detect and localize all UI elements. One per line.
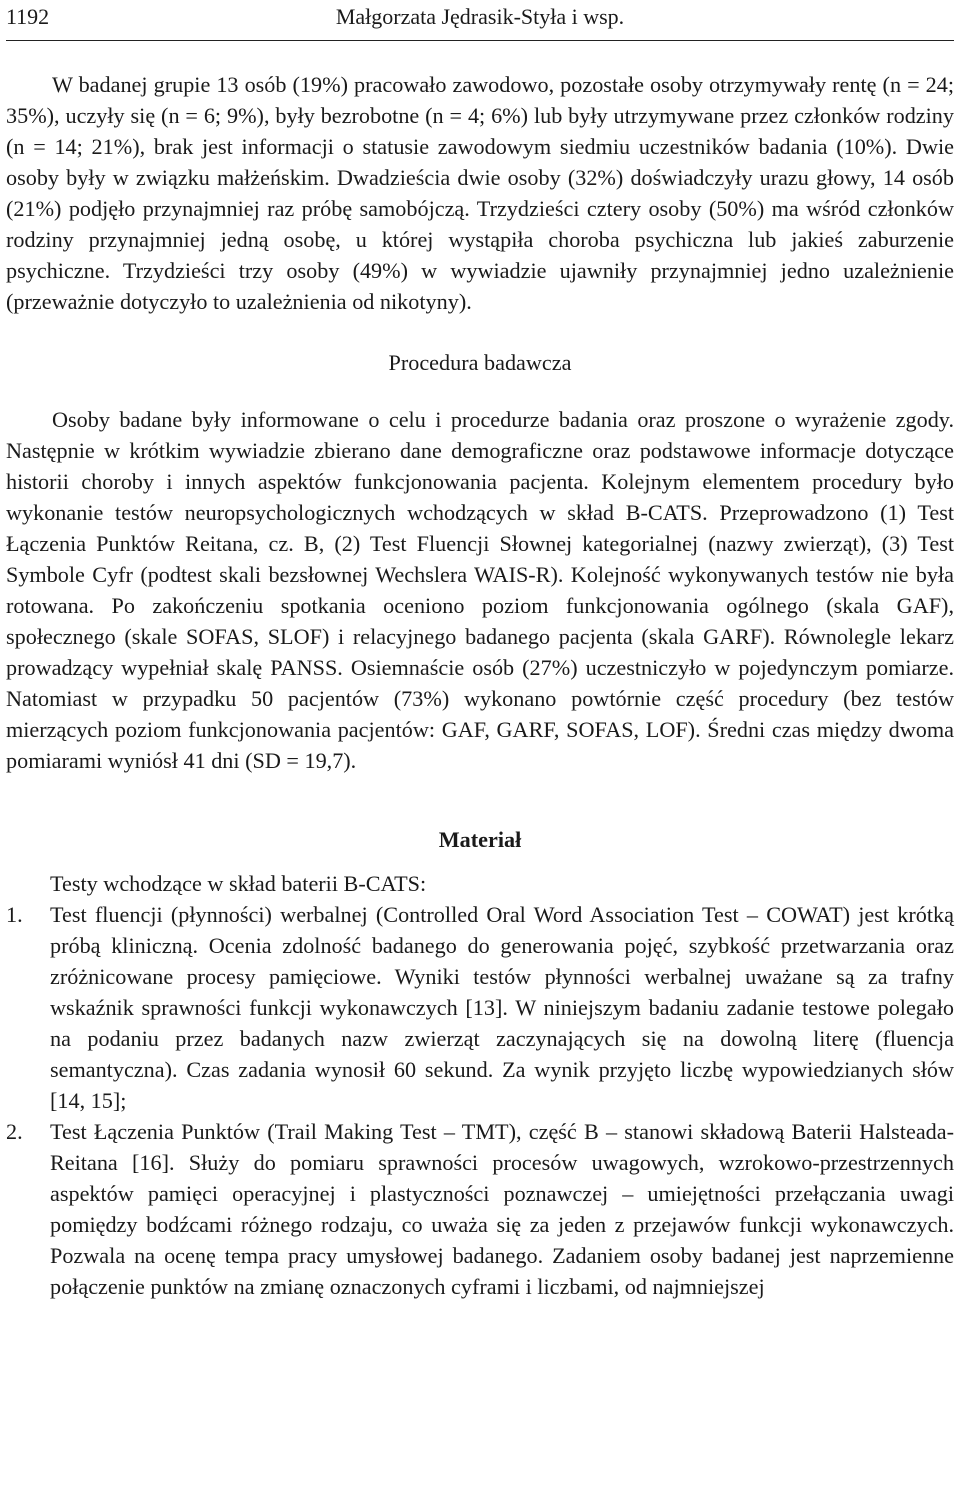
paragraph-participants: W badanej grupie 13 osób (19%) pracowało zawodowo, pozostałe osoby otrzymywały rentę (n = 24; 35%), uczyły się (n = 6; 9%), były bezrobotne (n = 4; 6%) lub były utrzymywane przez członków rodziny (n = 14; 21%), brak jest informacji o statusie zawodowym siedmiu uczestników badania (10%). Dwie osoby były w związku małżeńskim. Dwadzieścia dwie osoby (32%) doświadczyły urazu głowy, 14 osób (21%) podjęło przynajmniej raz próbę samobójczą. Trzydzieści cztery osoby (50%) ma wśród członków rodziny przynajmniej jedną osobę, u której wystąpiła choroba psychiczna lub jakieś zaburzenie psychiczne. Trzydzieści trzy osoby (49%) w wywiadzie ujawniły przynajmniej jedno uzależnienie (przeważnie dotyczyło to uzależnienia od nikotyny). <box>6 72 954 314</box>
test-list <box>6 899 954 1302</box>
list-item-text: Test Łączenia Punktów (Trail Making Test – TMT), część B – stanowi składową Baterii Halsteada-Reitana [16]. Służy do pomiaru sprawności procesów uwagowych, wzrokowo-przestrzennych aspektów pamięci operacyjnej i plastyczności poznawczej – umiejętności przełączania uwagi pomiędzy bodźcami różnego rodzaju, co uważa się za jeden z przejawów funkcji wykonawczych. Pozwala na ocenę tempa pracy umysłowej badanego. Zadaniem osoby badanej jest naprzemienne połączenie punktów na zmianę oznaczonych cyframi i liczbami, od najmniejszej <box>50 1119 954 1299</box>
section-heading-material: Materiał <box>438 827 522 852</box>
paragraph-procedure: Osoby badane były informowane o celu i procedurze badania oraz proszone o wyrażenie zgody. Następnie w krótkim wywiadzie zbierano dane demograficzne oraz podstawowe informacje dotyczące historii choroby i innych aspektów funkcjonowania pacjenta. Kolejnym elementem procedury było wykonanie testów neuropsychologicznych wchodzących w skład B-CATS. Przeprowadzono (1) Test Łączenia Punktów Reitana, cz. B, (2) Test Fluencji Słownej kategorialnej (nazwy zwierząt), (3) Test Symbole Cyfr (podtest skali bezsłownej Wechslera WAIS-R). Kolejność wykonywanych testów nie była rotowana. Po zakończeniu spotkania oceniono poziom funkcjonowania ogólnego (skala GAF), społecznego (skale SOFAS, SLOF) i relacyjnego badanego pacjenta (skala GARF). Równolegle lekarz prowadzący wypełniał skalę PANSS. Osiemnaście osób (27%) uczestniczyło w pojedynczym pomiarze. Natomiast w przypadku 50 pacjentów (73%) wykonano powtórnie część procedury (bez testów mierzących poziom funkcjonowania pacjentów: GAF, GARF, SOFAS, LOF). Średni czas między dwoma pomiarami wyniósł 41 dni (SD = 19,7). <box>6 407 954 773</box>
list-item-number: 1. <box>6 902 23 927</box>
running-head: Małgorzata Jędrasik-Styła i wsp. <box>335 4 625 29</box>
list-item-number: 2. <box>6 1119 23 1144</box>
list-item <box>6 1116 954 1302</box>
page-header <box>6 0 954 41</box>
list-item-text: Test fluencji (płynności) werbalnej (Controlled Oral Word Association Test – COWAT) jest krótką próbą kliniczną. Ocenia zdolność badanego do generowania pojęć, szybkość przetwarzania oraz zróżnicowane procesy pamięciowe. Wyniki testów płynności werbalnej uważane są za trafny wskaźnik sprawności funkcji wykonawczych [13]. W niniejszym badaniu zadanie testowe polegało na podaniu przez badanych nazw zwierząt zaczynających się na dowolną literę (fluencja semantyczna). Czas zadania wynosił 60 sekund. Za wynik przyjęto liczbę wypowiedzianych słów [14, 15]; <box>50 902 954 1113</box>
section-heading-procedure: Procedura badawcza <box>388 350 572 375</box>
list-item <box>6 899 954 1116</box>
list-intro: Testy wchodzące w skład baterii B-CATS: <box>50 871 427 896</box>
page-number: 1192 <box>6 4 50 29</box>
